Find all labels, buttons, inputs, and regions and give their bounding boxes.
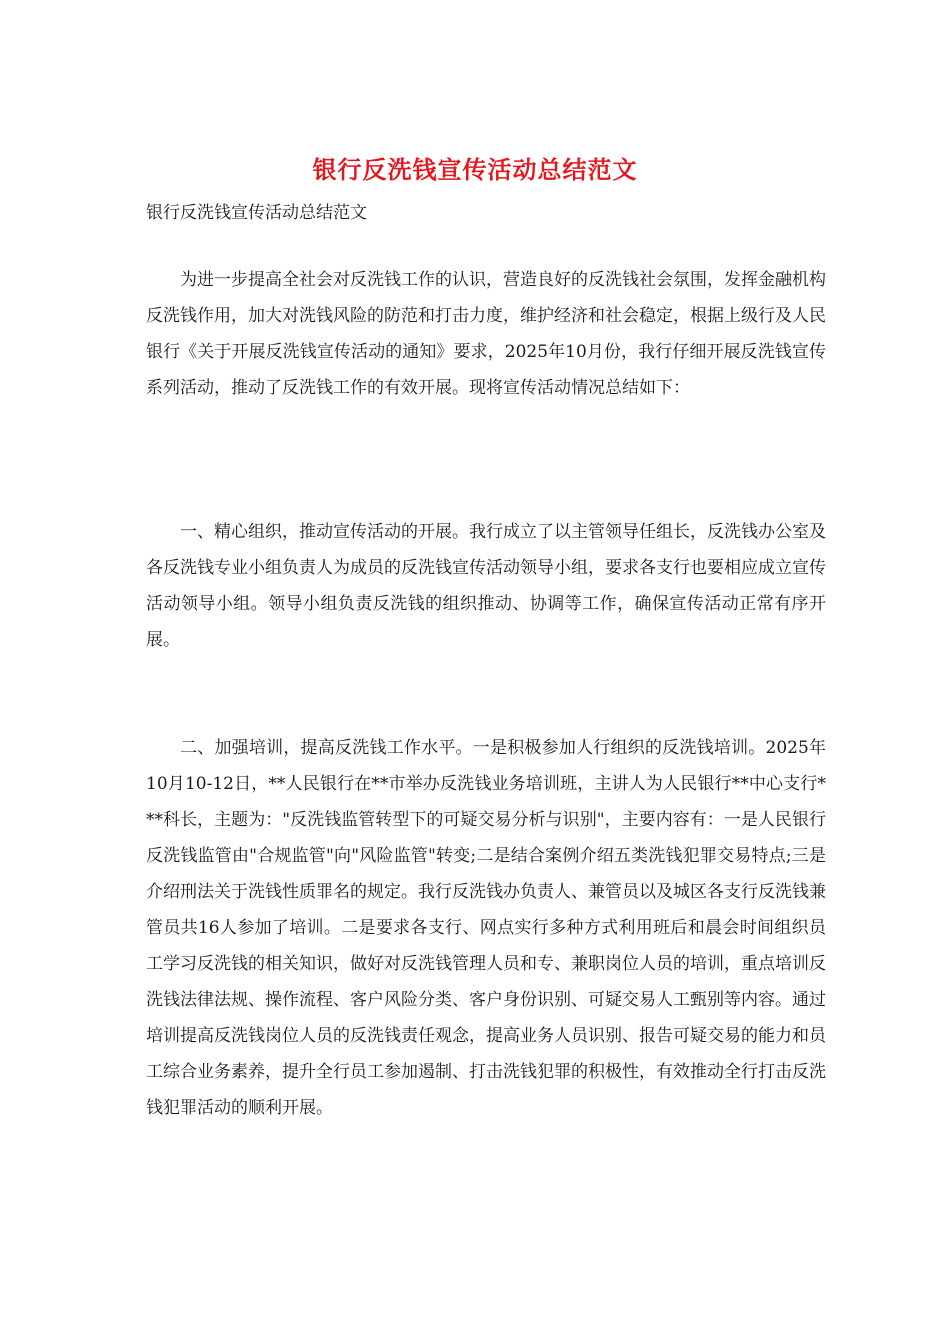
paragraph-organization: 一、精心组织，推动宣传活动的开展。我行成立了以主管领导任组长，反洗钱办公室及各反洗钱专业小组负责人为成员的反洗钱宣传活动领导小组，要求各支行也要相应成立宣传活动领导小组。领导小组负责反洗钱的组织推动、协调等工作，确保宣传活动正常有序开展。 — [146, 522, 826, 650]
document-title: 银行反洗钱宣传活动总结范文 — [312, 155, 638, 184]
paragraph-intro: 为进一步提高全社会对反洗钱工作的认识，营造良好的反洗钱社会氛围，发挥金融机构反洗钱作用，加大对洗钱风险的防范和打击力度，维护经济和社会稳定，根据上级行及人民银行《关于开展反洗钱宣传活动的通知》要求，2025年10月份，我行仔细开展反洗钱宣传系列活动，推动了反洗钱工作的有效开展。现将宣传活动情况总结如下： — [146, 270, 826, 398]
document-subtitle: 银行反洗钱宣传活动总结范文 — [146, 203, 367, 223]
paragraph-training: 二、加强培训，提高反洗钱工作水平。一是积极参加人行组织的反洗钱培训。2025年10月10-12日，**人民银行在**市举办反洗钱业务培训班，主讲人为人民银行**中心支行***科长，主题为："反洗钱监管转型下的可疑交易分析与识别"，主要内容有：一是人民银行反洗钱监管由"合规监管"向"风险监管"转变;二是结合案例介绍五类洗钱犯罪交易特点;三是介绍刑法关于洗钱性质罪名的规定。我行反洗钱办负责人、兼管员以及城区各支行反洗钱兼管员共16人参加了培训。二是要求各支行、网点实行多种方式利用班后和晨会时间组织员工学习反洗钱的相关知识，做好对反洗钱管理人员和专、兼职岗位人员的培训，重点培训反洗钱法律法规、操作流程、客户风险分类、客户身份识别、可疑交易人工甄别等内容。通过培训提高反洗钱岗位人员的反洗钱责任观念，提高业务人员识别、报告可疑交易的能力和员工综合业务素养，提升全行员工参加遏制、打击洗钱犯罪的积极性，有效推动全行打击反洗钱犯罪活动的顺利开展。 — [146, 738, 826, 1118]
